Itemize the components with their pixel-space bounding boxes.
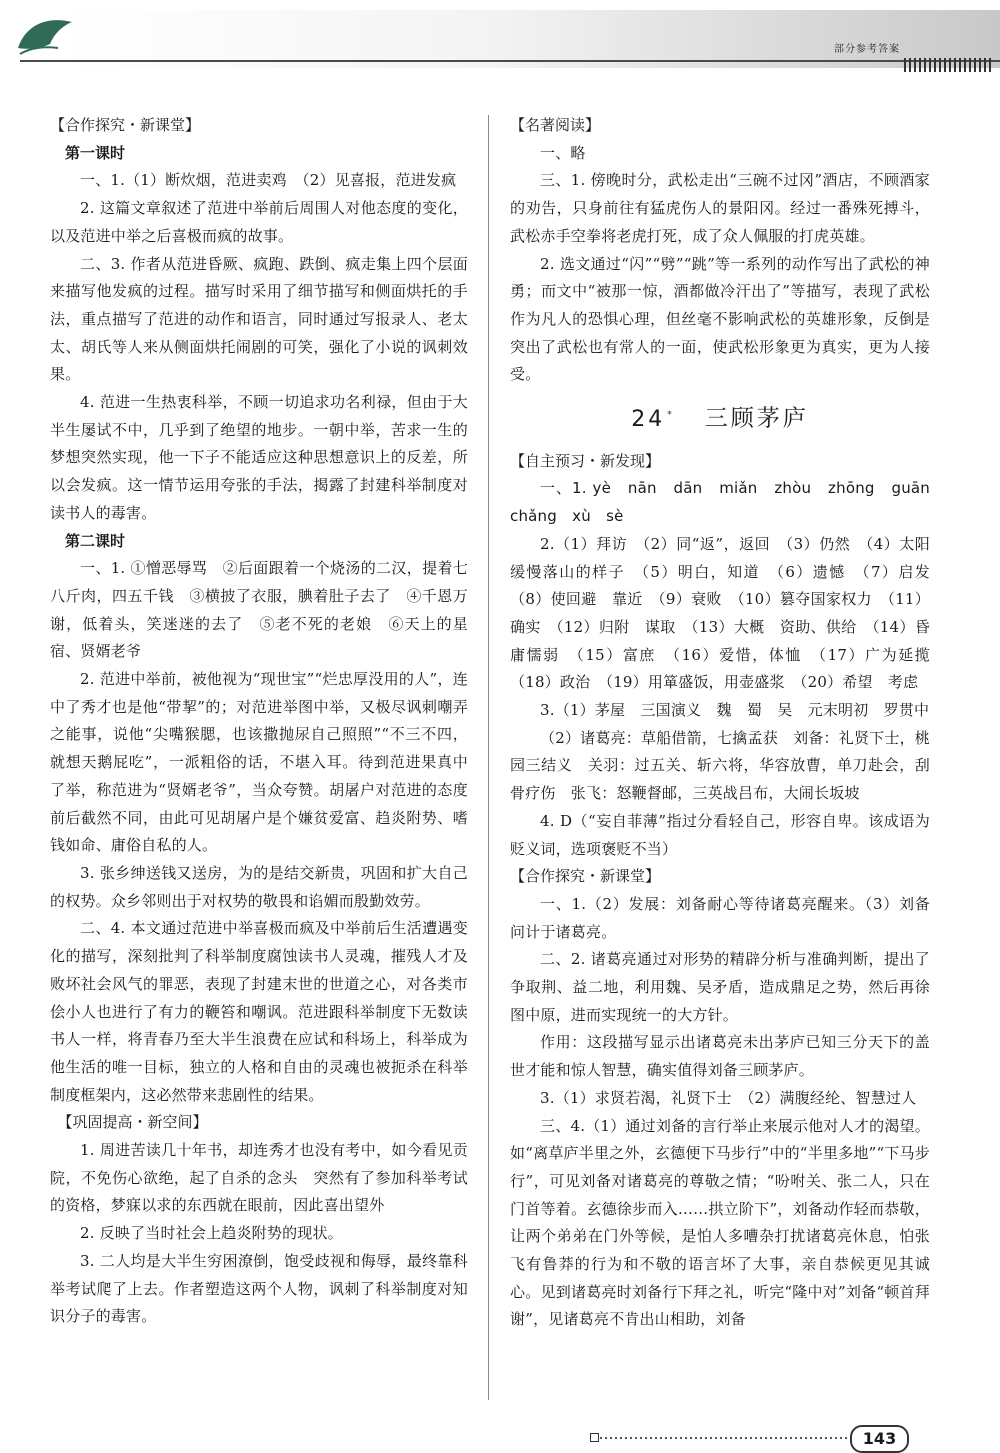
answer-paragraph: 一、1. ①憎恶辱骂 ②后面跟着一个烧汤的二汉，提着七八斤肉，四五千钱 ③横披了衣服，腆着肚子去了 ④千恩万谢，低着头，笑迷迷的去了 ⑤老不死的老娘 ⑥天上的星宿、贤婿老爷 [50,559,468,661]
page-number: 143 [850,1425,909,1453]
left-column [50,112,468,1331]
answer-paragraph: 2. 反映了当时社会上趋炎附势的现状。 [80,1224,343,1243]
answer-paragraph: 二、2. 诸葛亮通过对形势的精辟分析与准确判断，提出了争取荆、益二地，利用魏、吴矛盾，造成鼎足之势，然后再徐图中原，进而实现统一的大方针。 [510,950,930,1024]
lesson-number: 24 [631,406,666,432]
footer-dotted-rule [600,1437,850,1439]
section-heading: 【巩固提高・新空间】 [50,1113,208,1132]
section-heading: 【合作探究・新课堂】 [50,116,201,134]
answer-paragraph: （2）诸葛亮：草船借箭，七擒孟获 刘备：礼贤下士，桃园三结义 关羽：过五关、斩六将，华容放曹，单刀赴会，刮骨疗伤 张飞：怒鞭督邮，三英战吕布，大闹长坂坡 [510,728,930,803]
answer-paragraph: 三、4.（1）通过刘备的言行举止来展示他对人才的渴望。如“离草庐半里之外，玄德便下马步行”中的“半里多地”“下马步行”，可见刘备对诸葛亮的尊敬之情；“吩咐关、张二人，只在门首等着。玄德徐步而入……拱立阶下”，刘备动作轻而恭敬，让两个弟弟在门外等候，是怕人多嘈杂打扰诸葛亮休息，怕张飞有鲁莽的行为和不敬的语言坏了大事，亲自恭候更见其诚心。见到诸葛亮时刘备行下拜之礼，听完“隆中对”刘备“顿首拜谢”，见诸葛亮不肯出山相助，刘备 [510,1116,930,1329]
leaf-logo-icon [14,14,76,58]
answer-paragraph: 4. 范进一生热衷科举，不顾一切追求功名利禄，但由于大半生屡试不中，几乎到了绝望的地步。一朝中举，苦求一生的梦想突然实现，他一下子不能适应这种思想意识上的反差，所以会发疯。这一情节运用夸张的手法，揭露了封建科举制度对读书人的毒害。 [50,393,468,522]
page-header [0,0,1000,75]
answer-paragraph: 2. 范进中举前，被他视为“现世宝”“烂忠厚没用的人”，连中了秀才也是他“带挈”的；对范进举图中举，又极尽讽刺嘲弄之能事，说他“尖嘴猴腮，也该撒抛尿自己照照”“不三不四，就想天鹅屁吃”，一派粗俗的话，不堪入耳。待到范进果真中了举，称范进为“贤婿老爷”，当众夸赞。胡屠户对范进的态度前后截然不同，由此可见胡屠户是个嫌贫爱富、趋炎附势、嗜钱如命、庸俗自私的人。 [50,670,468,855]
section-heading: 【合作探究・新课堂】 [510,867,661,886]
answer-paragraph: 三、1. 傍晚时分，武松走出“三碗不过冈”酒店，不顾酒家的劝告，只身前往有猛虎伤人的景阳冈。经过一番殊死搏斗，武松赤手空拳将老虎打死，成了众人佩服的打虎英雄。 [510,171,930,245]
answer-paragraph: 2.（1）拜访 （2）同“返”，返回 （3）仍然 （4）太阳缓慢落山的样子 （5）明白，知道 （6）遗憾 （7）启发 （8）使回避 靠近 （9）衰败 （10）篡夺国家权力 （11）确实 （12）归附 谋取 （13）大概 资助、供给 （14）昏庸懦弱 （15）富庶 （16）爱惜，体恤 （17）广为延揽 （18）政治 （19）用箪盛饭，用壶盛浆 （20）希望 考虑 [510,534,946,692]
right-bottom-section [510,448,946,1335]
answer-paragraph: 一、1.（2）发展：刘备耐心等待诸葛亮醒来。（3）刘备问计于诸葛亮。 [510,894,930,941]
section-heading: 第二课时 [50,531,126,550]
answer-paragraph: 1. 周进苦读几十年书，却连秀才也没有考中，如今看见贡院，不免伤心欲绝，起了自杀的念头 突然有了参加科举考试的资格，梦寐以求的东西就在眼前，因此喜出望外 [50,1141,468,1215]
barcode-decoration [904,58,994,72]
answer-paragraph: 一、1. yè nān dān miǎn zhòu zhōng guān chǎng xù sè [510,479,930,526]
answer-paragraph: 3. 张乡绅送钱又送房，为的是结交新贵，巩固和扩大自己的权势。众乡邻则出于对权势的敬畏和谄媚而殷勤效劳。 [50,863,468,910]
answer-paragraph: 3.（1）茅屋 三国演义 魏 蜀 吴 元末明初 罗贯中 [540,701,930,720]
header-rule [20,60,1000,62]
answer-paragraph: 作用：这段描写显示出诸葛亮未出茅庐已知三分天下的盖世才能和惊人智慧，确实值得刘备三顾茅庐。 [510,1033,930,1080]
footer-square-icon [590,1433,599,1442]
lesson-title [510,397,930,438]
answer-paragraph: 4. D（“妄自菲薄”指过分看轻自己，形容自卑。该成语为贬义词，选项褒贬不当） [510,811,930,858]
right-top-section [510,112,930,389]
right-column [510,112,946,1334]
header-label: 部分参考答案 [834,44,900,55]
answer-paragraph: 一、1.（1）断炊烟，范进卖鸡 （2）见喜报，范进发疯 [80,171,457,190]
answer-paragraph: 二、3. 作者从范进昏厥、疯跑、跌倒、疯走集上四个层面来描写他发疯的过程。描写时采用了细节描写和侧面烘托的手法，重点描写了范进的动作和语言，同时通过写报录人、老太太、胡氏等人来从侧面烘托闹剧的可笑，强化了小说的讽刺效果。 [50,254,468,384]
answer-paragraph: 二、4. 本文通过范进中举喜极而疯及中举前后生活遭遇变化的描写，深刻批判了科举制度腐蚀读书人灵魂，摧残人才及败坏社会风气的罪恶，表现了封建末世的世道之心，对各类市侩小人也进行了有力的鞭笞和嘲讽。范进跟科举制度下无数读书人一样，将青春乃至大半生浪费在应试和科场上，科举成为他生活的唯一目标，独立的人格和自由的灵魂也被扼杀在科举制度框架内，这必然带来悲剧性的结果。 [50,919,468,1104]
answer-paragraph: 2. 这篇文章叙述了范进中举前后周围人对他态度的变化，以及范进中举之后喜极而疯的故事。 [50,199,468,245]
column-divider [488,115,489,1400]
section-heading: 【自主预习・新发现】 [510,451,661,470]
section-heading: 【名著阅读】 [510,116,601,134]
section-heading: 第一课时 [50,143,126,162]
answer-paragraph: 3. 二人均是大半生穷困潦倒，饱受歧视和侮辱，最终靠科举考试爬了上去。作者塑造这两个人物，讽刺了科举制度对知识分子的毒害。 [50,1251,468,1326]
answer-paragraph: 3.（1）求贤若渴，礼贤下士 （2）满腹经纶、智慧过人 [540,1088,917,1107]
lesson-name: 三顾茅庐 [704,405,809,432]
answer-paragraph: 2. 选文通过“闪”“劈”“跳”等一系列的动作写出了武松的神勇；而文中“被那一惊，酒都做冷汗出了”等描写，表现了武松作为凡人的恐惧心理，但丝毫不影响武松的英雄形象，反倒是突出了武松也有常人的一面，使武松形象更为真实，更为人接受。 [510,254,930,384]
lesson-star: * [667,410,675,421]
answer-paragraph: 一、略 [540,143,586,162]
page-footer [0,1425,1000,1451]
